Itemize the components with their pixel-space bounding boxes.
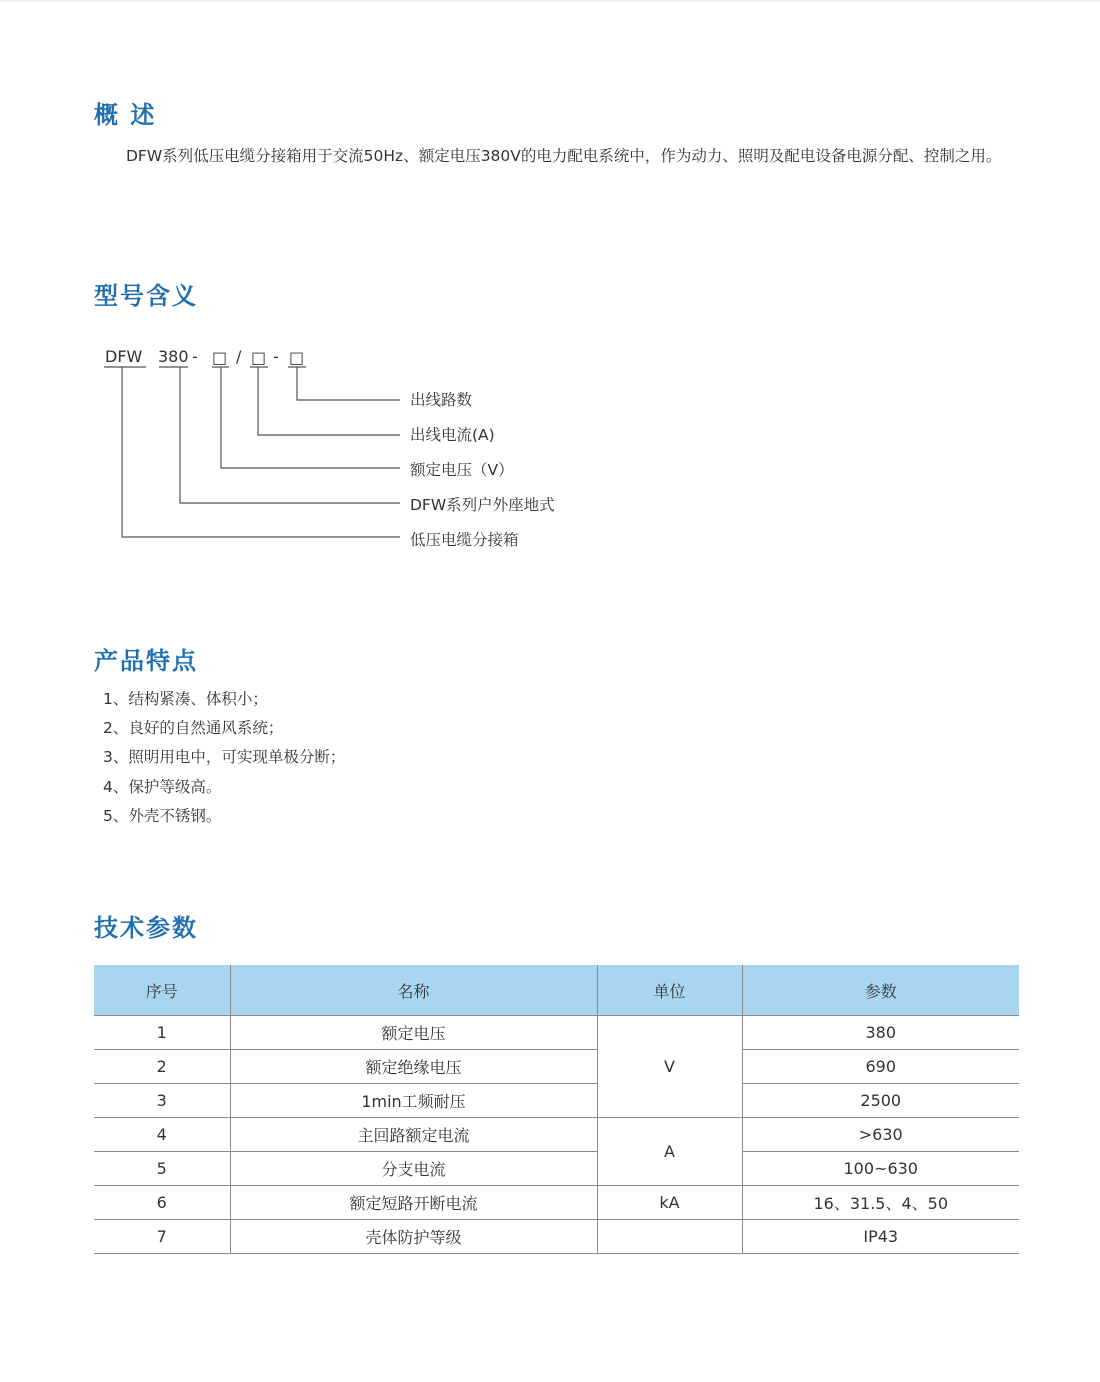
table-header-row: [94, 965, 1019, 1016]
code-box-3: □: [289, 348, 305, 367]
table-row: [94, 1118, 1019, 1152]
connector-lines: [122, 367, 400, 537]
code-dash-1: -: [192, 347, 198, 366]
code-dash-2: -: [273, 347, 279, 366]
cell-unit-empty: [597, 1220, 742, 1254]
cell-no: 6: [94, 1186, 230, 1220]
features-list: [103, 685, 345, 831]
header-unit: 单位: [597, 965, 742, 1016]
table-row: [94, 1152, 1019, 1186]
connector-rated-voltage: [221, 367, 400, 468]
label-rated-voltage: 额定电压（V）: [410, 461, 514, 479]
cell-value: IP43: [742, 1220, 1019, 1254]
cell-name: 壳体防护等级: [230, 1220, 597, 1254]
label-product: 低压电缆分接箱: [410, 531, 519, 549]
specs-table: [94, 965, 1019, 1254]
overview-title: 概 述: [94, 101, 157, 129]
cell-unit: A: [597, 1118, 742, 1186]
model-code-diagram: [0, 0, 1100, 600]
label-series: DFW系列户外座地式: [410, 496, 555, 514]
feature-item: 4、保护等级高。: [103, 777, 222, 796]
code-box-1: □: [212, 348, 228, 367]
connector-outgoing-count: [297, 367, 400, 400]
model-title: 型号含义: [94, 282, 198, 310]
cell-value: >630: [742, 1118, 1019, 1152]
cell-unit: V: [597, 1016, 742, 1118]
features-title: 产品特点: [94, 647, 198, 675]
table-row: [94, 1050, 1019, 1084]
cell-no: 2: [94, 1050, 230, 1084]
cell-no: 4: [94, 1118, 230, 1152]
cell-value: 690: [742, 1050, 1019, 1084]
header-no: 序号: [94, 965, 230, 1016]
overview-text: DFW系列低压电缆分接箱用于交流50Hz、额定电压380V的电力配电系统中，作为动力、照明及配电设备电源分配、控制之用。: [126, 147, 1002, 165]
cell-value: 16、31.5、4、50: [742, 1186, 1019, 1220]
cell-name: 额定绝缘电压: [230, 1050, 597, 1084]
code-box-2: □: [251, 348, 267, 367]
feature-item: 3、照明用电中，可实现单极分断；: [103, 748, 346, 767]
cell-no: 1: [94, 1016, 230, 1050]
feature-item: 1、结构紧凑、体积小；: [103, 690, 268, 708]
cell-name: 额定电压: [230, 1016, 597, 1050]
code-prefix: DFW: [105, 347, 143, 366]
code-slash: /: [236, 347, 242, 366]
cell-no: 7: [94, 1220, 230, 1254]
cell-name: 主回路额定电流: [230, 1118, 597, 1152]
code-voltage: 380: [158, 347, 189, 366]
cell-unit: kA: [597, 1186, 742, 1220]
connector-product: [122, 367, 400, 537]
table-row: [94, 1220, 1019, 1254]
specs-title: 技术参数: [94, 914, 198, 942]
cell-name: 1min工频耐压: [230, 1084, 597, 1118]
label-outgoing-current: 出线电流(A): [410, 426, 495, 444]
label-outgoing-count: 出线路数: [410, 391, 473, 409]
feature-item: 5、外壳不锈钢。: [103, 806, 222, 825]
header-value: 参数: [742, 965, 1019, 1016]
cell-name: 额定短路开断电流: [230, 1186, 597, 1220]
feature-item: 2、良好的自然通风系统；: [103, 719, 284, 738]
cell-value: 2500: [742, 1084, 1019, 1118]
cell-name: 分支电流: [230, 1152, 597, 1186]
cell-value: 100~630: [742, 1152, 1019, 1186]
cell-no: 3: [94, 1084, 230, 1118]
connector-outgoing-current: [258, 367, 400, 435]
table-row: [94, 1084, 1019, 1118]
header-name: 名称: [230, 965, 597, 1016]
table-row: [94, 1186, 1019, 1220]
cell-no: 5: [94, 1152, 230, 1186]
table-row: [94, 1016, 1019, 1050]
cell-value: 380: [742, 1016, 1019, 1050]
